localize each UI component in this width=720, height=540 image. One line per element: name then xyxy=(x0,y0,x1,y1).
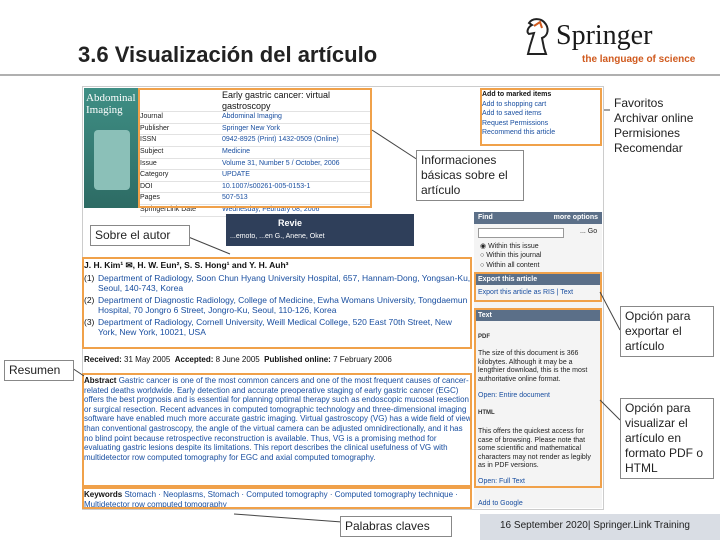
author-names[interactable]: J. H. Kim¹ ✉, H. W. Eun², S. S. Hong¹ and Y. H. Auh³ xyxy=(84,260,289,270)
pages-value: 507-513 xyxy=(222,194,248,202)
callout-visualizar: Opción para visualizar el artículo en formato PDF o HTML xyxy=(620,398,714,479)
text-header: Text xyxy=(474,310,602,321)
affiliation-text: Department of Radiology, Cornell University, Weill Medical College, 520 East 70th Street, New York, New York, 10021, USA xyxy=(98,316,452,337)
highlight-action-links xyxy=(480,88,602,146)
radio-within-all[interactable]: ○ Within all content xyxy=(480,262,540,269)
find-header xyxy=(474,212,602,224)
info-key: Category xyxy=(140,171,169,179)
export-header: Export this article xyxy=(474,274,602,285)
info-key: Subject xyxy=(140,147,164,155)
info-key: DOI xyxy=(140,182,153,190)
radio-within-issue[interactable]: ◉ Within this issue xyxy=(480,243,539,250)
export-ris-text-link[interactable]: Export this article as RIS | Text xyxy=(478,289,574,296)
title-divider xyxy=(0,74,720,76)
springer-chess-knight-icon xyxy=(520,16,554,56)
publisher-link[interactable]: Springer New York xyxy=(222,124,280,132)
highlight-text-formats xyxy=(474,308,602,488)
open-entire-document-link[interactable]: Open: Entire document xyxy=(478,392,550,399)
info-key: SpringerLink Date xyxy=(140,205,197,213)
journal-cover-title xyxy=(86,92,136,116)
review-banner-authors: ...emoto, ...en G., Anene, Oket xyxy=(230,233,325,240)
springerlink-date: Wednesday, February 08, 2006 xyxy=(222,205,320,213)
find-search-input[interactable] xyxy=(478,228,564,238)
find-label: Find xyxy=(478,214,493,221)
more-options-link[interactable]: more options xyxy=(553,214,598,221)
received-label: Received: xyxy=(84,355,122,364)
category-link[interactable]: UPDATE xyxy=(222,171,250,179)
springer-tagline: the language of science xyxy=(582,54,696,65)
pdf-description: The size of this document is 366 kilobytes. Although it may be a lengthier download, this is the most authoritative online format. xyxy=(478,350,588,383)
add-to-shopping-cart-link[interactable]: Add to shopping cart xyxy=(482,100,547,108)
doi-link[interactable]: 10.1007/s00261-005-0153-1 xyxy=(222,182,311,190)
accepted-date: 8 June 2005 xyxy=(215,355,260,364)
highlight-authors xyxy=(82,257,472,349)
html-format-label: HTML xyxy=(478,410,495,416)
issn-value: 0942-8925 (Print) 1432-0509 (Online) xyxy=(222,136,339,144)
journal-link[interactable]: Abdominal Imaging xyxy=(222,113,282,121)
info-key: Journal xyxy=(140,113,163,121)
highlight-abstract xyxy=(82,373,472,487)
callout-resumen: Resumen xyxy=(4,360,74,381)
info-key: ISSN xyxy=(140,136,157,144)
highlight-export xyxy=(474,272,602,302)
abstract-text: Gastric cancer is one of the most common cancers and one of the most frequent causes of cancer-related deaths worldwide. Early detection and accurate preoperative staging of early gastric cancer (EGC) offers the best prognosis and is essential for planning optimal therapy such as endoscopic mucosal resection or surgical resection. Recent advances in computed tomographic technology and three-dimensional imaging software have enabled much more accurate gastric imaging. Virtual gastroscopy (VG) has a wide field of view than conventional gastroscopy, the angle of the virtual camera can be adjusted omnidirectionally, and it has no blind point because retrospective reconstruction is available. Thus, VG is a promising method for evaluating gastric lesions despite its limitations. This report describes the clinical usefulness of VG with multidetector row computed tomography for EGC and axial computed tomography. xyxy=(84,376,472,462)
radio-within-journal-label: Within this journal xyxy=(486,252,542,259)
callout-info-basica: Informaciones básicas sobre el artículo xyxy=(416,150,524,201)
radio-within-all-label: Within all content xyxy=(486,262,540,269)
review-banner xyxy=(226,214,414,246)
footer-text: 16 September 2020| Springer.Link Training xyxy=(500,520,690,531)
radio-within-journal[interactable]: ○ Within this journal xyxy=(480,252,542,259)
recommend-article-link[interactable]: Recommend this article xyxy=(482,129,556,136)
pdf-format-label: PDF xyxy=(478,334,490,340)
add-to-marked-items-link[interactable]: Add to marked items xyxy=(482,91,552,98)
add-to-google-link[interactable]: Add to Google xyxy=(478,500,523,507)
subject-link[interactable]: Medicine xyxy=(222,147,251,155)
publication-dates xyxy=(84,355,392,364)
keywords-text[interactable]: Stomach · Neoplasms, Stomach · Computed tomography · Computed tomography technique · Multidetector row computed tomography xyxy=(84,490,458,509)
published-date: 7 February 2006 xyxy=(333,355,392,364)
find-go-button[interactable]: ... Go xyxy=(580,228,598,235)
callout-sobre-autor: Sobre el autor xyxy=(90,225,190,246)
accepted-label: Accepted: xyxy=(174,355,214,364)
affiliation-text: Department of Diagnostic Radiology, College of Medicine, Ewha Womans University, Tongdaemun Hospital, 70 Jongro 6 Street, Jongro-Ku, Seoul, 110-126, Korea xyxy=(98,294,468,315)
open-full-text-link[interactable]: Open: Full Text xyxy=(478,478,525,485)
review-banner-title: Revie xyxy=(278,218,303,228)
highlight-article-info xyxy=(138,88,372,208)
slide-title: 3.6 Visualización del artículo xyxy=(78,42,378,67)
info-key: Issue xyxy=(140,159,157,167)
callout-palabras-claves: Palabras claves xyxy=(340,516,452,537)
add-to-saved-items-link[interactable]: Add to saved items xyxy=(482,110,542,117)
article-title: Early gastric cancer: virtual gastroscopy xyxy=(222,90,331,111)
journal-cover-art xyxy=(94,130,130,190)
request-permissions-link[interactable]: Request Permissions xyxy=(482,119,549,127)
callout-favoritos: Favoritos Archivar online Permisiones Recomendar xyxy=(610,94,706,158)
info-key: Pages xyxy=(140,194,160,202)
affiliation-number: (1) xyxy=(84,272,95,283)
html-description: This offers the quickest access for case of browsing. Please note that some scientific and mathematical characters may not render as legibly as in PDF versions. xyxy=(478,428,591,469)
connector-palabras xyxy=(234,514,342,522)
radio-within-issue-label: Within this issue xyxy=(488,243,539,250)
affiliation-number: (2) xyxy=(84,294,95,305)
published-label: Published online: xyxy=(264,355,331,364)
callout-exportar: Opción para exportar el artículo xyxy=(620,306,714,357)
cover-title-line2: Imaging xyxy=(86,104,123,116)
keywords-label: Keywords xyxy=(84,490,123,499)
affiliation-number: (3) xyxy=(84,316,95,327)
abstract-label: Abstract xyxy=(84,376,117,385)
affiliation-text: Department of Radiology, Soon Chun Hyang University Hospital, 657, Hannam-Dong, Yongsan-Ku, Seoul, 140-743, Korea xyxy=(98,272,471,293)
highlight-keywords xyxy=(82,487,472,509)
info-key: Publisher xyxy=(140,124,170,132)
received-date: 31 May 2005 xyxy=(124,355,171,364)
issue-link[interactable]: Volume 31, Number 5 / October, 2006 xyxy=(222,159,340,167)
springer-logo-name: Springer xyxy=(556,20,653,51)
cover-title-line1: Abdominal xyxy=(86,92,136,104)
